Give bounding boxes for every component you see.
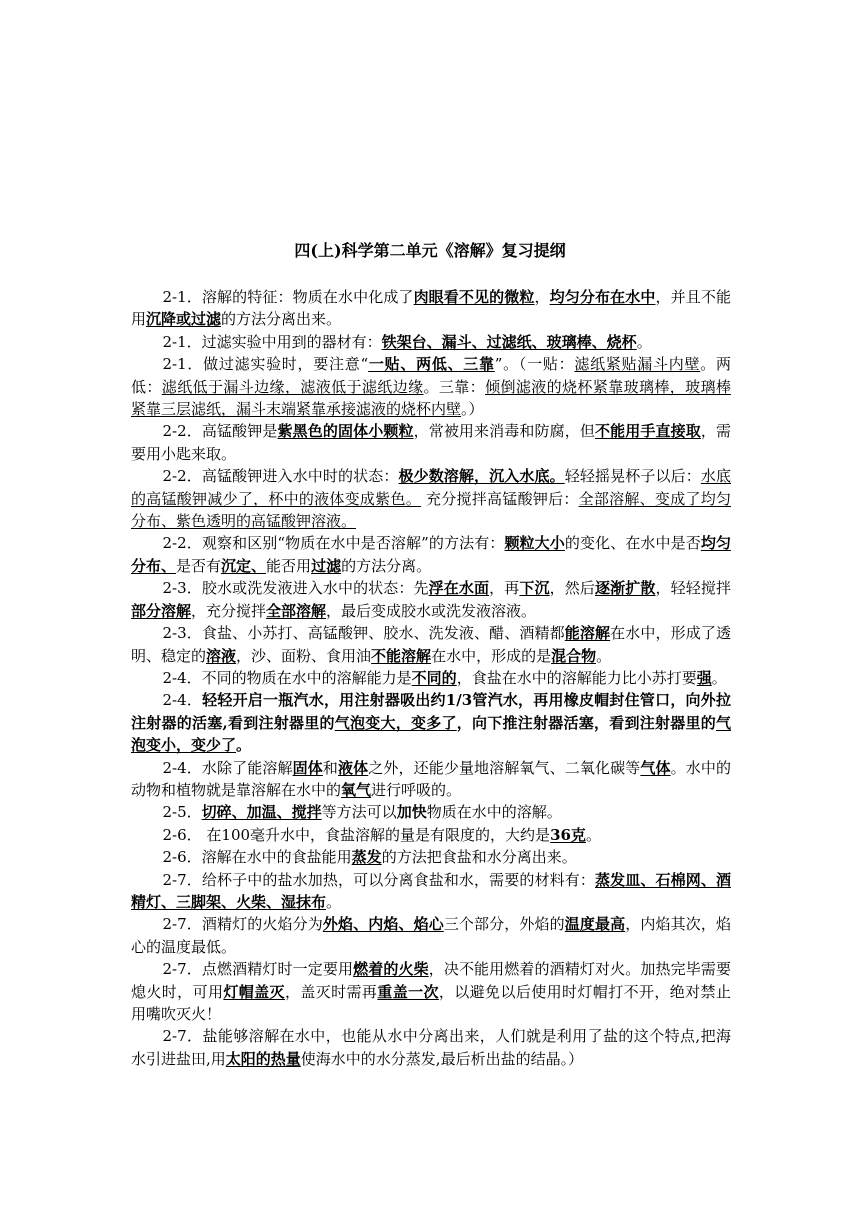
outline-paragraph [131, 532, 731, 577]
outline-paragraph [131, 577, 731, 622]
paragraph-text: 2-1．过滤实验中用到的器材有： [162, 332, 382, 351]
bold-text: 加快 [396, 803, 427, 822]
key-term: 部分溶解 [131, 601, 192, 620]
key-term: 滤纸紧贴漏斗内壁 [574, 355, 701, 374]
paragraph-text: 。水中的动物和植物就是靠溶解在水中的 [131, 758, 731, 799]
key-term: 滤纸低于漏斗边缘，滤液低于滤纸边缘 [161, 377, 424, 396]
key-term: 太阳的热量 [225, 1049, 301, 1068]
paragraph-text: 和 [322, 758, 338, 777]
outline-body [131, 286, 731, 1070]
key-term: 蒸发皿、石棉网、酒精灯、三脚架、火柴、湿抹布 [131, 870, 731, 911]
paragraph-text: 进行呼吸的。 [371, 780, 462, 799]
key-term: 水底的高锰酸钾减少了，杯中的液体变成紫色。 [131, 467, 731, 508]
key-term: 气泡变小，变少了 [131, 713, 731, 755]
key-term: 强 [696, 668, 712, 687]
outline-paragraph [131, 824, 731, 846]
paragraph-text: 的方法把食盐和水分离出来。 [381, 848, 577, 867]
paragraph-text: 。三靠： [423, 377, 486, 396]
document-title: 四(上)科学第二单元《溶解》复习提纲 [294, 241, 566, 260]
outline-paragraph [131, 757, 731, 802]
key-term: 倾倒滤液的烧杯紧靠玻璃棒，玻璃棒紧靠三层滤纸，漏斗末端紧靠承接滤液的烧杯内壁 [131, 377, 731, 419]
paragraph-text: ，轻轻搅拌 [655, 579, 731, 598]
paragraph-text: 2-6． 在100毫升水中，食盐溶解的量是有限度的，大约是 [162, 825, 551, 844]
outline-paragraph [131, 869, 731, 914]
key-term: 切碎、加温、搅拌 [201, 803, 322, 822]
key-term: 极少数溶解，沉入水底。 [398, 467, 565, 486]
outline-paragraph [131, 667, 731, 689]
key-term: 蒸发 [351, 848, 382, 867]
paragraph-text: 2-6．溶解在水中的食盐能用 [162, 848, 352, 867]
key-term: 均匀分布、 [131, 534, 731, 575]
bold-text: ，向下推注射器活塞，看到注射器里的 [456, 713, 716, 732]
paragraph-text: ，最后变成胶水或洗发液溶液。 [326, 601, 537, 620]
paragraph-text: ，内焰其次，焰心的温度最低。 [131, 915, 731, 956]
paragraph-text: 2-7．点燃酒精灯时一定要用 [162, 960, 354, 979]
bold-text: 。 [236, 736, 252, 755]
paragraph-text: 。两低： [131, 355, 731, 396]
paragraph-text: 2-1．溶解的特征：物质在水中化成了 [162, 288, 414, 306]
outline-paragraph [131, 286, 731, 331]
key-term: 重盖一次 [377, 982, 439, 1001]
paragraph-text: 2-7．酒精灯的火焰分为 [162, 915, 323, 934]
key-term: 全部溶解、变成了均匀分布、紫色透明的高锰酸钾溶液。 [131, 489, 731, 531]
key-term: 紫黑色的固体小颗粒 [277, 422, 414, 441]
paragraph-text: ， [534, 288, 550, 306]
paragraph-text: ，然后 [549, 579, 596, 598]
outline-paragraph [131, 465, 731, 532]
paragraph-text: 2-4．水除了能溶解 [162, 758, 293, 777]
paragraph-text: 在水中，形成了透明、稳定的 [131, 624, 731, 665]
outline-paragraph [131, 1025, 731, 1070]
paragraph-text: 三个部分，外焰的 [443, 915, 565, 934]
paragraph-text: ，沙、面粉、食用油 [236, 646, 372, 665]
paragraph-text: 2-2．观察和区别“物质在水中是否溶解”的方法有： [162, 534, 505, 553]
key-term: 沉定、 [221, 556, 267, 575]
paragraph-text: 2-1．做过滤实验时，要注意“ [162, 355, 369, 374]
paragraph-text: 2-4．不同的物质在水中的溶解能力是 [162, 668, 412, 687]
paragraph-text: 2-3．食盐、小苏打、高锰酸钾、胶水、洗发液、醋、酒精都 [162, 624, 565, 643]
key-term: 36克 [550, 825, 586, 844]
paragraph-text: 2-4． [162, 691, 203, 710]
paragraph-text: 。 [711, 668, 727, 687]
paragraph-text: ，盖灭时需再 [284, 982, 378, 1001]
key-term: 均匀分布在水中 [549, 288, 656, 306]
outline-paragraph [131, 801, 731, 823]
paragraph-text: 2-5． [162, 803, 202, 822]
paragraph-text: 等方法可以 [321, 803, 397, 822]
bold-text: 轻轻开启一瓶汽水，用注射器吸出约1/3管汽水，再用橡皮帽封住管口，向外拉注射器的活塞,看到注射器里的 [131, 691, 732, 732]
paragraph-text: 2-3．胶水或洗发液进入水中的状态：先 [162, 579, 429, 598]
paragraph-text: 之外，还能少量地溶解氧气、二氧化碳等 [368, 758, 641, 777]
key-term: 外焰、内焰、焰心 [322, 915, 444, 934]
paragraph-text: 是否有 [176, 556, 222, 575]
paragraph-text: 的方法分离出来。 [221, 310, 342, 329]
paragraph-text: ，以避免以后使用时灯帽打不开，绝对禁止用嘴吹灭火！ [131, 982, 731, 1023]
key-term: 浮在水面 [428, 579, 490, 598]
paragraph-text: ”。（一贴： [494, 355, 575, 374]
key-term: 混合物 [551, 646, 597, 665]
paragraph-text: 2-7．盐能够溶解在水中，也能从水中分离出来，人们就是利用了盐的这个特点,把海水引进盐田,用 [131, 1027, 731, 1068]
key-term: 固体 [292, 758, 323, 777]
paragraph-text: ，并且不能用 [131, 288, 731, 329]
paragraph-text: 。 [636, 332, 652, 351]
paragraph-text: ，充分搅拌 [191, 601, 267, 620]
paragraph-text: 2-7．给杯子中的盐水加热，可以分离食盐和水，需要的材料有： [162, 870, 596, 889]
key-term: 铁架台、漏斗、过滤纸、玻璃棒、烧杯 [381, 332, 637, 351]
key-term: 过滤 [311, 556, 342, 575]
paragraph-text: 。 [326, 892, 342, 911]
key-term: 温度最高 [564, 915, 626, 934]
paragraph-text: 。 [585, 825, 601, 844]
outline-paragraph [131, 958, 731, 1025]
paragraph-text: 。 [596, 646, 612, 665]
key-term: 颗粒大小 [504, 534, 565, 553]
key-term: 沉降或过滤 [146, 310, 222, 329]
key-term: 不同的 [411, 668, 457, 687]
key-term: 溶液 [206, 646, 237, 665]
paragraph-text: 充分搅拌高锰酸钾后： [420, 489, 579, 508]
key-term: 燃着的火柴 [353, 960, 429, 979]
outline-paragraph [131, 846, 731, 868]
paragraph-text: 使海水中的水分蒸发,最后析出盐的结晶。） [300, 1049, 584, 1068]
paragraph-text: ，决不能用燃着的酒精灯对火。加热完毕需要熄火时，可用 [131, 960, 731, 1001]
paragraph-text: 能否用 [266, 556, 312, 575]
key-term: 不能溶解 [371, 646, 432, 665]
outline-paragraph [131, 420, 731, 465]
outline-paragraph [131, 689, 731, 756]
key-term: 不能用手直接取 [595, 422, 701, 441]
outline-paragraph [131, 913, 731, 958]
key-term: 全部溶解 [266, 601, 327, 620]
paragraph-text: 物质在水中的溶解。 [426, 803, 562, 822]
key-term: 下沉 [519, 579, 550, 598]
paragraph-text: ，食盐在水中的溶解能力比小苏打要 [456, 668, 697, 687]
paragraph-text: 的变化、在水中是否 [564, 534, 701, 553]
paragraph-text: 轻轻摇晃杯子以后： [564, 467, 701, 486]
paragraph-text: ，需要用小匙来取。 [131, 422, 731, 463]
key-term: 液体 [337, 758, 369, 777]
paragraph-text: 的方法分离。 [341, 556, 432, 575]
outline-paragraph [131, 622, 731, 667]
key-term: 氧气 [341, 780, 372, 799]
key-term: 能溶解 [564, 624, 611, 643]
paragraph-text: 2-2．高锰酸钾进入水中时的状态： [162, 467, 399, 486]
paragraph-text: 在水中，形成的是 [431, 646, 552, 665]
key-term: 气泡变大，变多了 [334, 713, 457, 732]
key-term: 灯帽盖灭 [223, 982, 285, 1001]
paragraph-text: ，常被用来消毒和防腐，但 [413, 422, 596, 441]
key-term: 一贴、两低、三靠 [368, 355, 495, 374]
key-term: 气体 [640, 758, 671, 777]
key-term: 肉眼看不见的微粒 [413, 288, 535, 306]
outline-paragraph [131, 331, 731, 353]
outline-paragraph [131, 353, 731, 420]
paragraph-text: 。） [461, 400, 484, 419]
paragraph-text: 2-2．高锰酸钾是 [162, 422, 278, 441]
key-term: 逐渐扩散 [595, 579, 656, 598]
paragraph-text: ，再 [489, 579, 520, 598]
